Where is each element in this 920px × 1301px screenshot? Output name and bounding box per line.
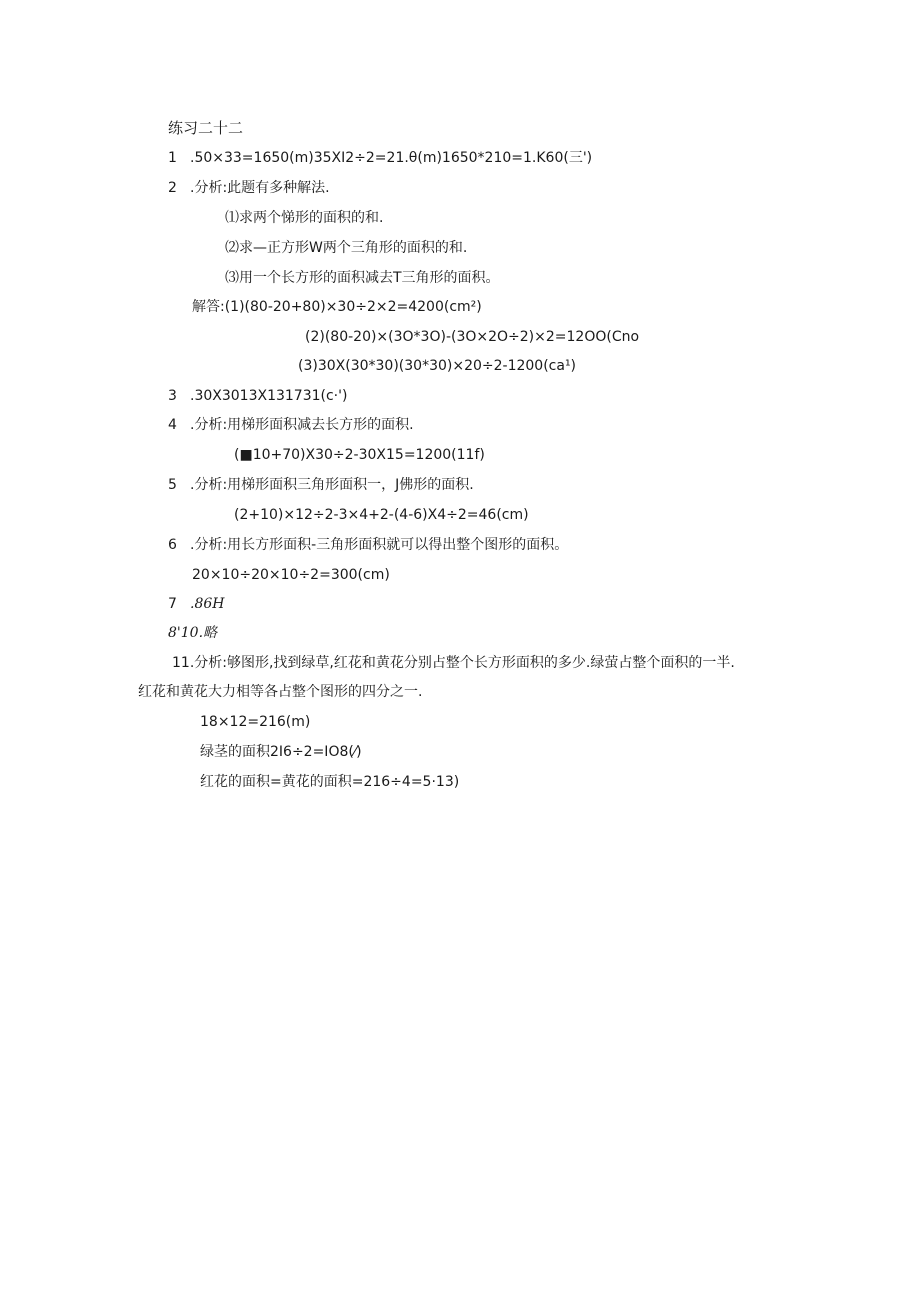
item-number: 7: [168, 596, 177, 612]
formula-line-4: (■10+70)X30÷2-30X15=1200(11f): [234, 447, 485, 463]
method-1: ⑴求两个悌形的面积的和.: [225, 210, 384, 226]
line-text: .50×33=1650(m)35XI2÷2=21.θ(m)1650*210=1.K60(三'): [190, 150, 593, 166]
formula-line-5: (2+10)×12÷2-3×4+2-(4-6)X4÷2=46(cm): [234, 507, 529, 523]
answer-line-11-cont: 红花和黄花大力相等各占整个图形的四分之一.: [138, 684, 423, 700]
answer-line-7: [168, 595, 224, 613]
item-number: 1: [168, 150, 177, 166]
item-number: 5: [168, 477, 177, 493]
answer-line-2: [168, 179, 330, 197]
item-number: 3: [168, 388, 177, 404]
line-text: .分析:用梯形面积三角形面积一，J佛形的面积.: [190, 477, 474, 493]
line-text: 8'10.略: [168, 625, 218, 641]
answer-line-6: [168, 536, 568, 554]
formula-line-11c: 红花的面积=黄花的面积=216÷4=5·13): [200, 774, 460, 790]
item-number: 6: [168, 537, 177, 553]
answer-line-11: 11.分析:够图形,找到绿草,红花和黄花分别占整个长方形面积的多少.绿萤占整个面积的一半.: [172, 655, 735, 671]
answer-line-1: [168, 149, 592, 167]
line-text: .分析:此题有多种解法.: [190, 180, 330, 196]
solution-line-2: (2)(80-20)×(3O*3O)-(3O×2O÷2)×2=12OO(Cno: [305, 329, 640, 345]
answer-line-8-10: [168, 624, 217, 642]
formula-line-6: 20×10÷20×10÷2=300(cm): [192, 567, 390, 583]
method-2: ⑵求—正方形W两个三角形的面积的和.: [225, 240, 468, 256]
item-number: 2: [168, 180, 177, 196]
page-title: 练习二十二: [168, 119, 244, 137]
item-number: 4: [168, 417, 177, 433]
line-text: .86H: [190, 596, 225, 612]
line-text: .30X3013X131731(c·'): [190, 388, 348, 404]
line-text: .分析:用长方形面积-三角形面积就可以得出整个图形的面积。: [190, 537, 569, 553]
formula-line-11b: 绿茎的面积2I6÷2=IO8(⁄): [200, 744, 362, 760]
formula-line-11a: 18×12=216(m): [200, 714, 311, 730]
line-text: .分析:用梯形面积减去长方形的面积.: [190, 417, 414, 433]
answer-line-4: [168, 416, 414, 434]
solution-line-3: (3)30X(30*30)(30*30)×20÷2-1200(ca¹): [298, 358, 577, 374]
solution-line-1: 解答:(1)(80-20+80)×30÷2×2=4200(cm²): [192, 299, 482, 315]
answer-line-5: [168, 476, 474, 494]
method-3: ⑶用一个长方形的面积减去T三角形的面积。: [225, 270, 500, 286]
answer-line-3: [168, 387, 347, 405]
